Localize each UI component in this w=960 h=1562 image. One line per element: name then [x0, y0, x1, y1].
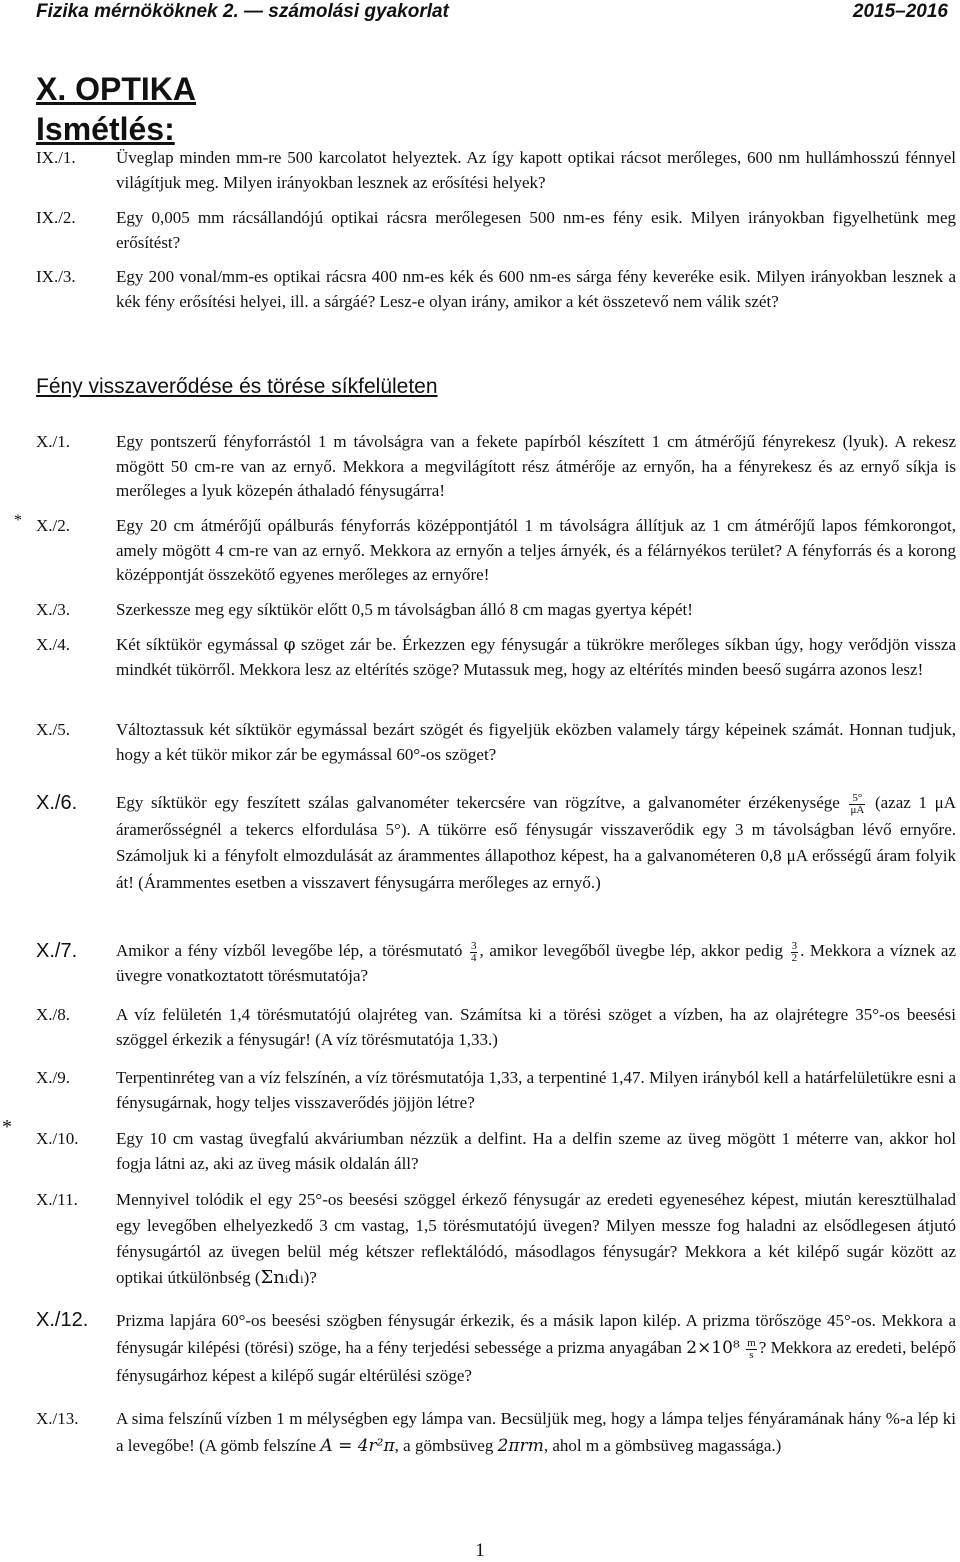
- unit-fraction: $\frac{m}{s}$: [747, 1336, 756, 1361]
- problem-2: [36, 514, 956, 588]
- section-title: Fény visszaverődése és törése síkfelületen: [36, 375, 438, 398]
- text-part: Egy síktükör egy feszített szálas galvanométer tekercsére van rögzítve, a galvanométer érzékenysége: [116, 793, 848, 812]
- review-problem-1: [36, 146, 956, 195]
- text-part: )?: [303, 1268, 317, 1287]
- problem-text: Egy pontszerű fényforrástól 1 m távolságra van a fekete papírból készített 1 cm átmérőjű fényrekesz (lyuk). A rekesz mögött 50 cm-re van az ernyő. Mekkora a megvilágított rész átmérője az ernyőn, ha a fényrekesz és az ernyő síkja is merőleges a lyuk közepén áthaladó fénysugárra!: [116, 432, 956, 500]
- problem-4: [36, 633, 956, 682]
- problem-text: Egy 20 cm átmérőjű opálburás fényforrás középpontjától 1 m távolságra állítjuk az 1 cm átmérőjű lapos fémkorongot, amely mögött 4 cm-re van az ernyő. Mekkora az ernyőn a teljes árnyék, és a félárnyékos terület? A fényforrás és a korong középpontját összekötő egyenes merőleges az ernyőre!: [116, 516, 956, 584]
- problem-number: X./12.: [36, 1309, 89, 1331]
- sphere-surface-formula: A = 4r²π: [320, 1436, 395, 1456]
- text-part: Két síktükör egymással: [116, 635, 284, 654]
- problem-9: [36, 1066, 956, 1115]
- problem-number: X./4.: [36, 635, 70, 654]
- phi-symbol: φ: [283, 635, 296, 655]
- problem-text: Terpentinréteg van a víz felszínén, a víz törésmutatója 1,33, a terpentiné 1,47. Milyen irányból kell a határfelületükre esni a fénysugárnak, hogy teljes visszaverődés jöjjön létre?: [116, 1068, 956, 1112]
- problem-number: IX./2.: [36, 208, 76, 227]
- asterisk-marker: *: [2, 1116, 12, 1138]
- problem-number: X./13.: [36, 1409, 79, 1428]
- text-part: Prizma lapjára 60°-os beesési szögben fénysugár érkezik, és a másik lapon kilép. A prizma törőszöge 45°-os. Mekkora a fénysugár kilépési (törési) szöge, ha a fény terjedési sebessége a prizma anyagában: [116, 1311, 956, 1357]
- problem-text: [116, 633, 956, 682]
- problem-number: X./9.: [36, 1068, 70, 1087]
- problem-text: [116, 1307, 956, 1389]
- text-part: , a gömbsüveg: [394, 1436, 498, 1455]
- academic-year: 2015–2016: [852, 1, 948, 22]
- problem-number: X./6.: [36, 792, 78, 814]
- problem-number: X./7.: [36, 940, 78, 962]
- problem-number: X./2.: [36, 516, 70, 535]
- problem-text: Egy 200 vonal/mm-es optikai rácsra 400 nm-es kék és 600 nm-es sárga fény keveréke esik. Milyen irányokban lesznek a kék fény erősítési helyei, ill. a sárgáé? Lesz-e olyan irány, amikor a két összetevő nem válik szét?: [116, 267, 956, 311]
- problem-10: [36, 1127, 956, 1176]
- problem-13: [36, 1405, 956, 1460]
- problem-text: [116, 1405, 956, 1460]
- path-difference-formula: Σnᵢdᵢ: [260, 1267, 304, 1288]
- text-part: (azaz 1 μA áramerősségnél a tekercs elfordulása 5°). A tükörre eső fénysugár visszaverődik egy 3 m távolságban lévő ernyőre. Számoljuk ki a fényfolt elmozdulását az árammentes állapothoz képest, ha a galvanométeren 0,8 μA erősségű áram folyik át! (Árammentes esetben a visszavert fénysugárra merőleges az ernyő.): [116, 793, 957, 892]
- problem-text: Üveglap minden mm-re 500 karcolatot helyeztek. Az így kapott optikai rácsot merőleges, 600 nm hullámhosszú fénnyel világítjuk meg. Milyen irányokban lesznek az erősítési helyek?: [116, 148, 956, 192]
- review-problem-3: [36, 265, 956, 314]
- text-part: Mennyivel tolódik el egy 25°-os beesési szöggel érkező fénysugár az eredeti egyeneséhez képest, miután keresztülhalad egy levegőben elhelyezkedő 3 cm vastag, 1,5 törésmutatójú üvegen? Milyen messze fog haladni az elsődlegesen átjutó fénysugártól az üvegen belül még kétszer reflektálódó, másodlagos fénysugár? Mekkora a két kilépő sugár között az optikai útkülönbség (: [116, 1190, 956, 1287]
- chapter-title: X. OPTIKA: [36, 71, 197, 107]
- problem-text: Egy 0,005 mm rácsállandójú optikai rácsra merőlegesen 500 nm-es fény esik. Milyen irányokban figyelhetünk meg erősítést?: [116, 208, 956, 252]
- problem-text: A víz felületén 1,4 törésmutatójú olajréteg van. Számítsa ki a törési szöget a vízben, ha az olajrétegre 35°-os beesési szöggel érkezik a fénysugár! (A víz törésmutatója 1,33.): [116, 1005, 956, 1049]
- text-part: . Mekkora a víznek az üvegre vonatkoztatott törésmutatója?: [116, 941, 956, 985]
- text-part: A sima felszínű vízben 1 m mélységben egy lámpa van. Becsüljük meg, hogy a lámpa teljes fényáramának hány %-a lép ki a levegőbe! (A gömb felszíne: [116, 1409, 956, 1455]
- asterisk-marker: *: [14, 512, 22, 529]
- problem-3: [36, 598, 956, 623]
- problem-number: IX./3.: [36, 267, 76, 286]
- problem-text: Szerkessze meg egy síktükör előtt 0,5 m távolságban álló 8 cm magas gyertya képét!: [116, 600, 693, 619]
- problem-number: X./3.: [36, 600, 70, 619]
- problem-number: X./8.: [36, 1005, 70, 1024]
- text-part: , ahol m a gömbsüveg magassága.): [543, 1436, 782, 1455]
- text-part: ? Mekkora az eredeti, belépő fénysugárhoz képest a kilépő sugár eltérülési szöge?: [116, 1338, 956, 1385]
- fraction-three-halves: $\frac{3}{2}$: [791, 939, 798, 964]
- speed-value: 2×10⁸: [686, 1338, 740, 1358]
- text-part: szöget zár be. Érkezzen egy fénysugár a tükrökre merőleges síkban úgy, hogy verődjön vissza mindkét tükörről. Mekkora lesz az eltérítés szöge? Mutassuk meg, hogy az eltérítés minden beeső sugárra azonos lesz!: [116, 635, 956, 679]
- problem-text: [116, 790, 956, 896]
- fraction-three-quarters: $\frac{3}{4}$: [470, 939, 477, 964]
- problem-number: X./5.: [36, 720, 70, 739]
- problem-text: [116, 939, 956, 988]
- problem-number: IX./1.: [36, 148, 76, 167]
- problem-8: [36, 1003, 956, 1052]
- problem-number: X./11.: [36, 1190, 78, 1209]
- problem-text: Változtassuk két síktükör egymással bezárt szögét és figyeljük eközben valamely tárgy képeinek számát. Honnan tudjuk, hogy a két tükör mikor zár be egymással 60°-os szöget?: [116, 720, 956, 764]
- text-part: Amikor a fény vízből levegőbe lép, a törésmutató: [116, 941, 468, 960]
- course-title: Fizika mérnököknek 2. — számolási gyakorlat: [36, 1, 449, 22]
- page-header: [36, 0, 948, 24]
- text-part: , amikor levegőből üvegbe lép, akkor pedig: [479, 941, 789, 960]
- spherical-cap-formula: 2πrm: [497, 1436, 544, 1456]
- problem-5: [36, 718, 956, 767]
- problem-11: [36, 1187, 956, 1291]
- review-heading: Ismétlés:: [36, 111, 175, 147]
- problem-number: X./1.: [36, 432, 70, 451]
- problem-7: [36, 939, 956, 988]
- problem-text: [116, 1187, 956, 1291]
- page-number: 1: [475, 1540, 485, 1561]
- problem-12: [36, 1307, 956, 1389]
- problem-6: [36, 790, 956, 896]
- problem-1: [36, 430, 956, 504]
- sensitivity-fraction: $\frac{5^\circ}{\mu A}$: [850, 791, 865, 816]
- review-problem-2: [36, 206, 956, 255]
- problem-text: Egy 10 cm vastag üvegfalú akváriumban nézzük a delfint. Ha a delfin szeme az üveg mögött 1 méterre van, akkor hol fogja látni az, aki az üveg másik oldalán áll?: [116, 1129, 956, 1173]
- problem-number: X./10.: [36, 1129, 79, 1148]
